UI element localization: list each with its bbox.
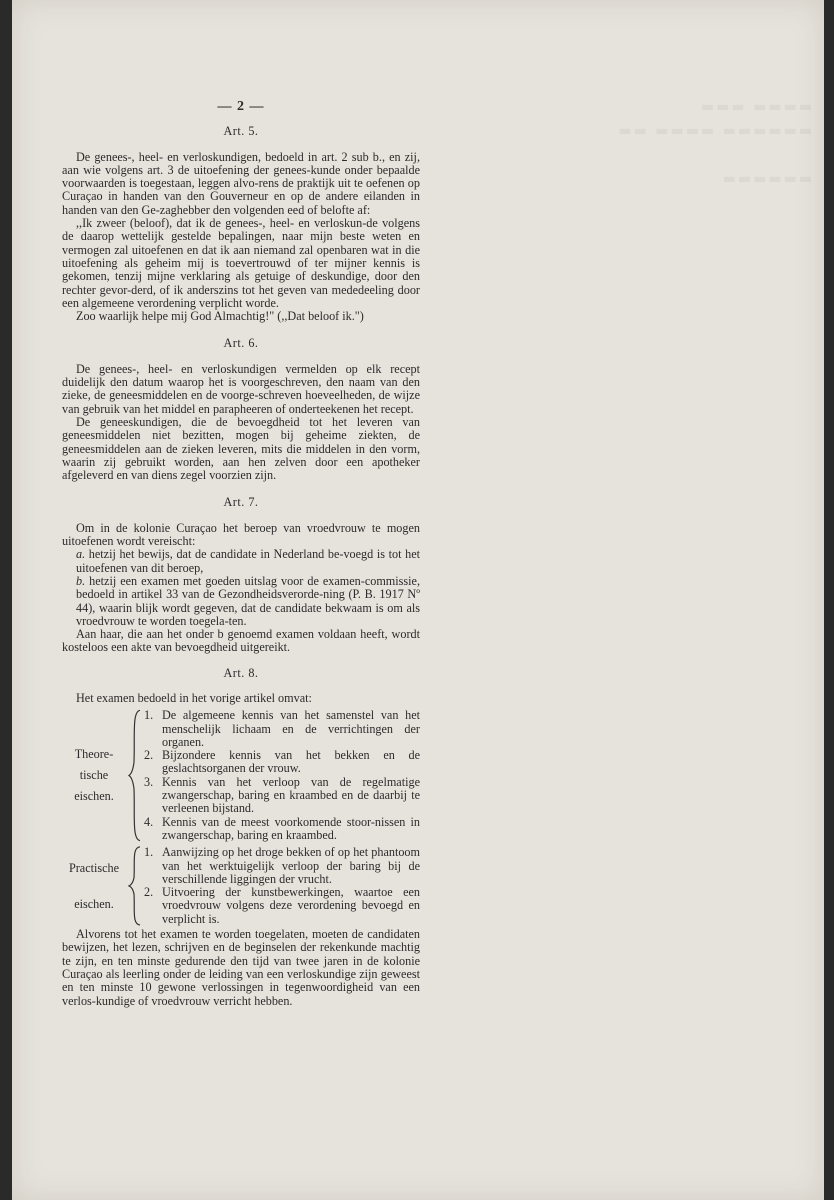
theory-requirements <box>62 709 420 842</box>
theory-item-text: De algemeene kennis van het samenstel van het menschelijk lichaam en de verrichtingen der organen. <box>162 708 420 749</box>
theory-item-num: 1. <box>144 708 154 723</box>
practice-item-text: Uitvoering der kunstbewerkingen, waartoe een vroedvrouw volgens deze verordening bevoegd en verplicht is. <box>162 885 420 926</box>
art7-heading: Art. 7. <box>223 495 259 510</box>
document-body <box>62 100 420 1008</box>
theory-item-text: Kennis van de meest voorkomende stoor-nissen in zwangerschap, baring en kraambed. <box>162 814 420 842</box>
practice-brace <box>126 846 144 926</box>
bleed-through-text: ▬▬▬▬ ▬▬▬ ▬▬▬▬▬▬ ▬▬▬▬ ▬▬ ▬▬▬▬▬▬ <box>616 99 812 187</box>
art6-heading: Art. 6. <box>223 336 259 351</box>
theory-item <box>144 776 420 816</box>
practice-item-text: Aanwijzing op het droge bekken of op het phantoom van het werktuigelijk verloop der baring bij de verschillende liggingen der vrucht. <box>162 845 420 886</box>
page-number: — 2 — <box>217 99 265 114</box>
theory-item <box>144 709 420 749</box>
document-page <box>12 0 824 1200</box>
theory-items <box>144 709 420 842</box>
theory-item <box>144 816 420 843</box>
practice-requirements <box>62 846 420 926</box>
art7-paragraph-2: Aan haar, die aan het onder b genoemd examen voldaan heeft, wordt kosteloos een akte van bevoegdheid uitgereikt. <box>62 627 420 655</box>
art7-item-b <box>62 575 420 628</box>
art7-item-b-text: hetzij een examen met goeden uitslag voor de examen-commissie, bedoeld in artikel 33 van de Gezondheidsverorde-ning (P. B. 1917 Nº 44), waarin blijk wordt gegeven, dat de candidate bekwaam is om als vroedvrouw te worden toegela-ten. <box>76 573 421 628</box>
art5-heading: Art. 5. <box>223 124 259 139</box>
art6-paragraph-1: De genees-, heel- en verloskundigen vermelden op elk recept duidelijk den datum waarop het is voorgeschreven, den naam van den zieke, de geneesmiddelen en de voorge-schreven hoeveelheden, de wijze van gebruik van het middel en parapheeren of onderteekenen het recept. <box>62 361 420 416</box>
theory-item-num: 3. <box>144 774 154 789</box>
theory-brace <box>126 709 144 842</box>
art7-item-a-text: hetzij het bewijs, dat de candidate in Nederland be-voegd is tot het uitoefenen van dit beroep, <box>76 547 420 575</box>
practice-label: Practische eischen. <box>68 861 120 912</box>
art7-item-a <box>62 548 420 575</box>
art7-item-b-label: b. <box>76 573 86 588</box>
theory-item-text: Bijzondere kennis van het bekken en de geslachtsorganen der vrouw. <box>162 748 420 776</box>
art5-paragraph-2: ,,Ik zweer (beloof), dat ik de genees-, heel- en verloskun-de volgens de daarop wettelijk gestelde bepalingen, naar mijn beste weten en vermogen zal uitoefenen en dat ik aan niemand zal openbaren wat in die uitoefening als geheim mij is toevertrouwd of ter mijner kennis is gekomen, tenzij mijne verklaring als getuige of deskundige, door den rechter gevor-derd, of ik anderszins tot het geven van mededeeling door een algemeene verordening verplicht worde. <box>62 216 420 310</box>
art7-paragraph-1: Om in de kolonie Curaçao het beroep van vroedvrouw te mogen uitoefenen wordt vereischt: <box>62 520 420 549</box>
theory-item <box>144 749 420 776</box>
art6-paragraph-2: De geneeskundigen, die de bevoegdheid tot het leveren van geneesmiddelen niet bezitten, mogen bij geheime ziekten, de geneesmiddelen aan de zieken leveren, mits die middelen in den vorm, waarin zij gebruikt worden, aan hen zelven door een apotheker afgeleverd en van diens zegel voorzien zijn. <box>62 414 420 483</box>
theory-item-num: 2. <box>144 748 154 763</box>
practice-item-num: 2. <box>144 885 154 900</box>
art8-intro: Het examen bedoeld in het vorige artikel omvat: <box>76 690 312 705</box>
art8-heading: Art. 8. <box>223 665 259 680</box>
theory-item-num: 4. <box>144 814 154 829</box>
practice-item <box>144 846 420 886</box>
theory-item-text: Kennis van het verloop van de regelmatige zwangerschap, baring en kraambed en de daarbij te verleenen bijstand. <box>162 774 420 816</box>
practice-items <box>144 846 420 926</box>
art7-item-a-label: a. <box>76 547 86 562</box>
art5-paragraph-1: De genees-, heel- en verloskundigen, bedoeld in art. 2 sub b., en zij, aan wie volgens art. 3 de uitoefening der genees-kunde onder bepaalde voorwaarden is toegestaan, leggen alvo-rens de praktijk uit te oefenen op Curaçao in handen van den Gouverneur en op de andere eilanden in handen van den Ge-zaghebber den volgenden eed of belofte af: <box>62 149 420 217</box>
practice-item-num: 1. <box>144 845 154 860</box>
art8-closing: Alvorens tot het examen te worden toegelaten, moeten de candidaten bewijzen, het lezen, schrijven en de beginselen der rekenkunde machtig te zijn, en ten minste gedurende den tijd van twee jaren in de kolonie Curaçao als leerling onder de leiding van een verloskundige zijn geweest en ten minste 10 gewone verlossingen in tegenwoordigheid van een verlos-kundige of vroedvrouw verricht hebben. <box>62 927 420 1008</box>
art5-paragraph-3: Zoo waarlijk helpe mij God Almachtig!" (,,Dat beloof ik.") <box>76 309 364 324</box>
theory-label: Theore-tische eischen. <box>74 747 114 804</box>
practice-item <box>144 886 420 926</box>
